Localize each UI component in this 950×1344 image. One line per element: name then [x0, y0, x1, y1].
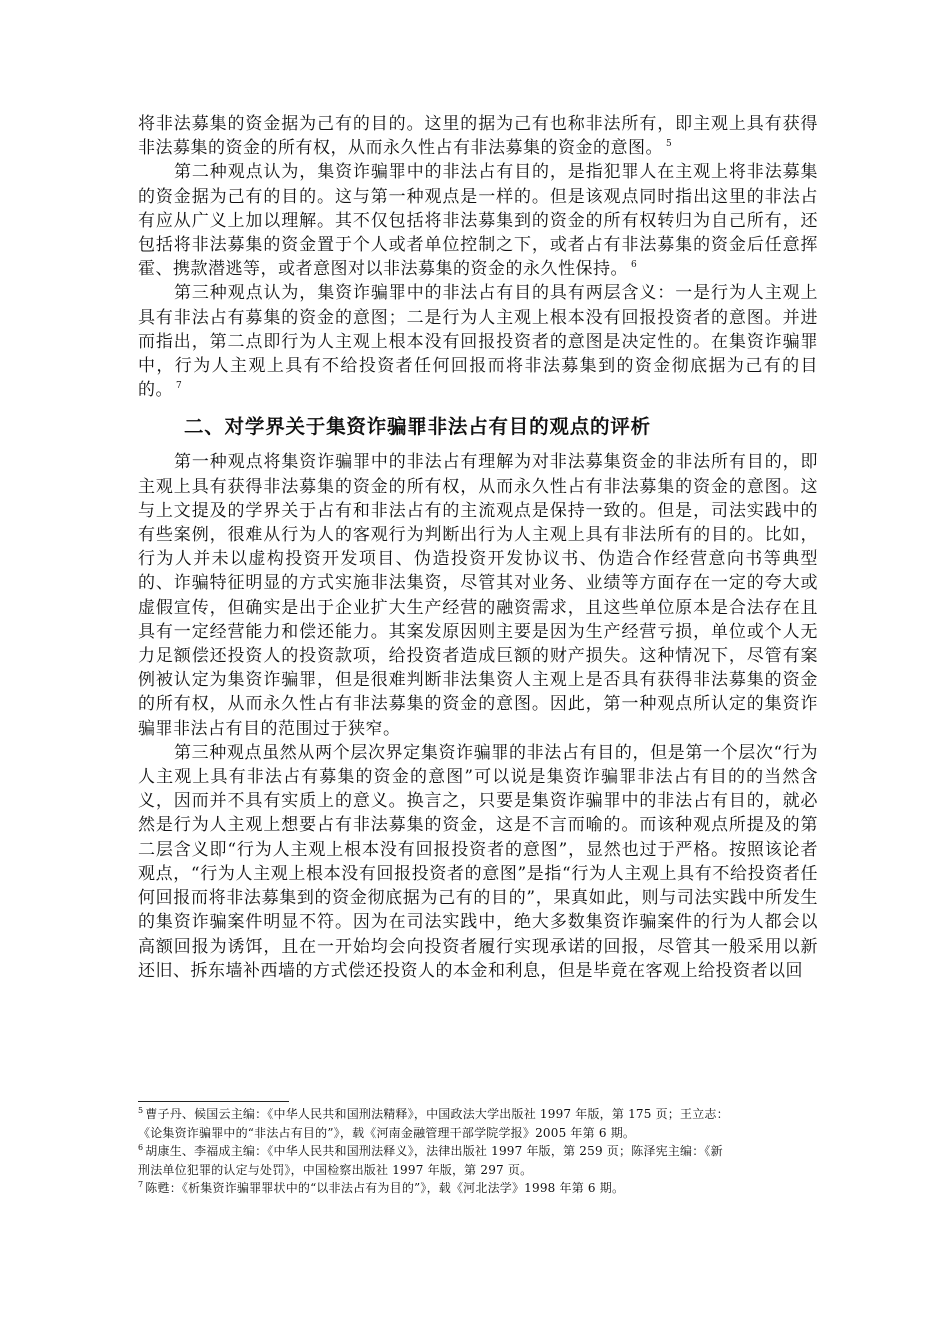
paragraph-continuation: [138, 112, 818, 160]
paragraph-text: 将非法募集的资金据为己有的目的。这里的据为己有也称非法所有，即主观上具有获得非法募集的资金的所有权，从而永久性占有非法募集的资金的意图。: [138, 114, 818, 159]
paragraph-critique-first-view: 第一种观点将集资诈骗罪中的非法占有理解为对非法募集资金的非法所有目的，即主观上具有获得非法募集的资金的所有权，从而永久性占有非法募集的资金的意图。这与上文提及的学界关于占有和非法占有的主流观点是保持一致的。但是，司法实践中的有些案例，很难从行为人的客观行为判断出行为人主观上具有非法所有的目的。比如，行为人并未以虚构投资开发项目、伪造投资开发协议书、伪造合作经营意向书等典型的、诈骗特征明显的方式实施非法集资，尽管其对业务、业绩等方面存在一定的夸大或虚假宣传，但确实是出于企业扩大生产经营的融资需求，且这些单位原本是合法存在且具有一定经营能力和偿还能力。其案发原因则主要是因为生产经营亏损，单位或个人无力足额偿还投资人的投资款项，给投资者造成巨额的财产损失。这种情况下，尽管有案例被认定为集资诈骗罪，但是很难判断非法集资人主观上是否具有获得非法募集的资金的所有权，从而永久性占有非法募集的资金的意图。因此，第一种观点所认定的集资诈骗罪非法占有目的范围过于狭窄。: [138, 452, 818, 739]
footnotes: [138, 1105, 818, 1198]
footnote-number: 5: [138, 1106, 144, 1115]
footnote-6-line-1: [138, 1142, 818, 1161]
footnote-ref-7[interactable]: 7: [176, 380, 182, 391]
footnote-separator: [138, 1101, 289, 1102]
footnote-number: 7: [138, 1180, 144, 1189]
paragraph-third-view: [138, 281, 818, 402]
paragraph-text: 第二种观点认为，集资诈骗罪中的非法占有目的，是指犯罪人在主观上将非法募集的资金据为己有的目的。这与第一种观点是一样的。但是该观点同时指出这里的非法占有应从广义上加以理解。其不仅包括将非法募集到的资金的所有权转归为自己所有，还包括将非法募集的资金置于个人或者单位控制之下，或者占有非法募集的资金后任意挥霍、携款潜逃等，或者意图对以非法募集的资金的永久性保持。: [138, 162, 818, 280]
footnote-text: 陈甦：《析集资诈骗罪罪状中的“以非法占有为目的”》，载《河北法学》1998 年第 6 期。: [145, 1181, 625, 1195]
footnote-text: 曹子丹、候国云主编：《中华人民共和国刑法精释》，中国政法大学出版社 1997 年版，第 175 页；王立志：: [145, 1107, 729, 1121]
paragraph-second-view: [138, 160, 818, 281]
footnote-5-line-1: [138, 1105, 818, 1124]
document-body: [138, 112, 818, 983]
paragraph-critique-third-view: 第三种观点虽然从两个层次界定集资诈骗罪的非法占有目的，但是第一个层次“行为人主观上具有非法占有募集的资金的意图”可以说是集资诈骗罪非法占有目的的当然含义，因而并不具有实质上的意义。换言之，只要是集资诈骗罪中的非法占有目的，就必然是行为人主观上想要占有非法募集的资金，这是不言而喻的。而该种观点所提及的第二层含义即“行为人主观上根本没有回报投资者的意图”，显然也过于严格。按照该论者观点，“行为人主观上根本没有回报投资者的意图”是指“行为人主观上具有不给投资者任何回报而将非法募集到的资金彻底据为己有的目的”，果真如此，则与司法实践中所发生的集资诈骗案件明显不符。因为在司法实践中，绝大多数集资诈骗案件的行为人都会以高额回报为诱饵，且在一开始均会向投资者履行实现承诺的回报，尽管其一般采用以新还旧、拆东墙补西墙的方式偿还投资人的本金和利息，但是毕竟在客观上给投资者以回: [138, 742, 818, 981]
footnote-text: 胡康生、李福成主编：《中华人民共和国刑法释义》，法律出版社 1997 年版，第 259 页；陈泽宪主编：《新: [145, 1144, 723, 1158]
footnote-5-line-2: 《论集资诈骗罪中的“非法占有目的”》，载《河南金融管理干部学院学报》2005 年第 6 期。: [138, 1125, 636, 1140]
footnote-ref-6[interactable]: 6: [631, 259, 637, 270]
paragraph-text: 第三种观点认为，集资诈骗罪中的非法占有目的具有两层含义：一是行为人主观上具有非法占有募集的资金的意图；二是行为人主观上根本没有回报投资者的意图。并进而指出，第二点即行为人主观上根本没有回报投资者的意图是决定性的。在集资诈骗罪中，行为人主观上具有不给投资者任何回报而将非法募集到的资金彻底据为己有的目的。: [138, 283, 818, 401]
section-heading: 二、对学界关于集资诈骗罪非法占有目的观点的评析: [184, 415, 651, 439]
footnote-7-line-1: [138, 1179, 818, 1198]
footnote-6-line-2: 刑法单位犯罪的认定与处罚》，中国检察出版社 1997 年版，第 297 页。: [138, 1162, 533, 1177]
footnote-number: 6: [138, 1143, 144, 1152]
footnote-ref-5[interactable]: 5: [666, 138, 672, 149]
